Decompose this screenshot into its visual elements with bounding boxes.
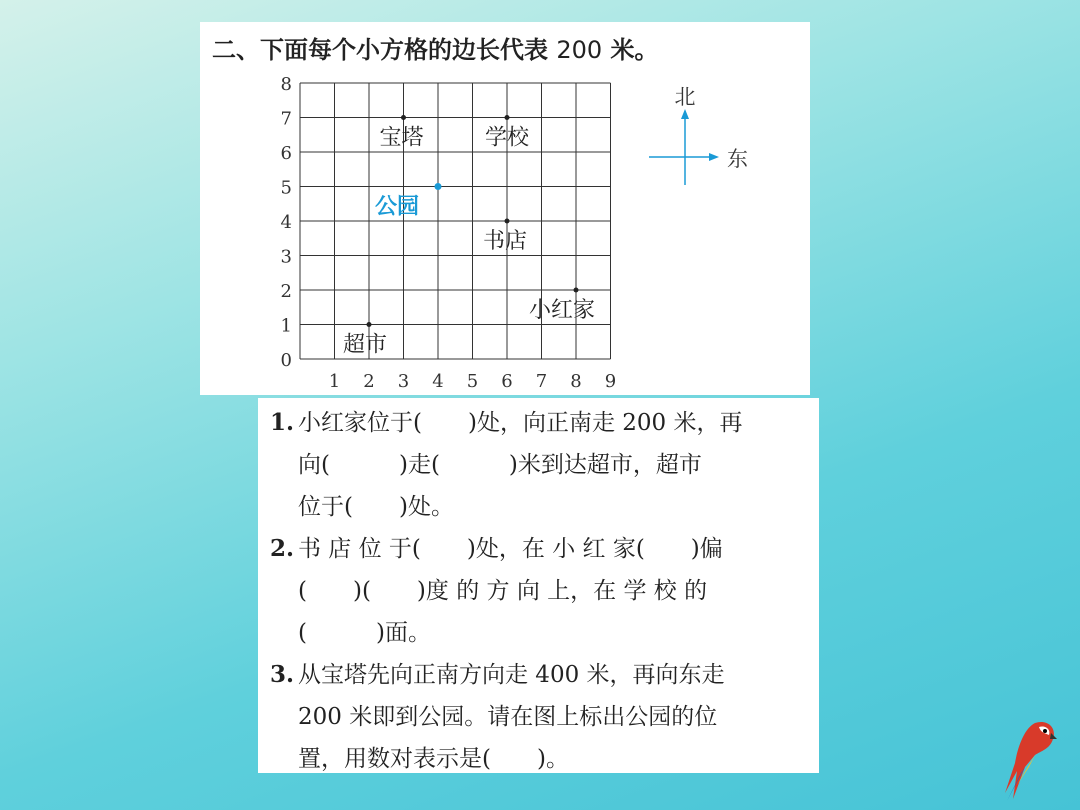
y-tick-label: 3 (280, 246, 292, 268)
parrot-icon (995, 715, 1065, 805)
x-tick-label: 1 (328, 371, 341, 392)
question-line: ( )面。 (298, 620, 431, 646)
east-arrow-icon (709, 153, 719, 161)
map-point (574, 288, 579, 293)
map-point-label: 公园 (375, 193, 420, 220)
question-line: ( )( )度 的 方 向 上，在 学 校 的 (298, 578, 708, 604)
y-tick-label: 8 (280, 74, 292, 95)
question-2 (270, 528, 807, 654)
x-tick-label: 3 (397, 371, 410, 392)
y-tick-label: 2 (280, 281, 292, 302)
question-number: 2. (270, 535, 295, 562)
map-panel (200, 22, 810, 395)
x-tick-label: 4 (432, 371, 444, 392)
section-heading: 二、下面每个小方格的边长代表 200 米。 (212, 36, 659, 64)
x-tick-label: 8 (570, 371, 582, 392)
question-number: 1. (270, 409, 295, 436)
question-line: 位于( )处。 (298, 494, 454, 520)
question-3 (270, 654, 807, 780)
y-tick-label: 1 (280, 315, 292, 337)
map-point (505, 115, 510, 120)
x-tick-label: 2 (363, 371, 375, 392)
map-point-label: 小红家 (529, 298, 596, 323)
map-point-label: 学校 (485, 125, 530, 151)
x-tick-label: 5 (466, 371, 479, 392)
question-line: 书 店 位 于( )处，在 小 红 家( )偏 (298, 536, 723, 562)
question-number: 3. (270, 661, 295, 688)
question-line: 200 米即到公园。请在图上标出公园的位 (298, 704, 718, 730)
map-point (435, 183, 442, 190)
map-point-label: 宝塔 (379, 125, 424, 151)
compass-north-label: 北 (674, 85, 696, 109)
question-1 (270, 402, 807, 528)
question-line: 向( )走( )米到达超市，超市 (298, 452, 702, 478)
y-tick-label: 7 (280, 108, 292, 130)
coordinate-grid (200, 22, 810, 395)
y-tick-label: 4 (280, 212, 292, 233)
x-tick-label: 6 (501, 371, 513, 392)
map-point-label: 超市 (343, 332, 388, 358)
map-point (367, 322, 372, 327)
y-tick-label: 6 (280, 143, 292, 164)
north-arrow-icon (681, 109, 689, 119)
question-line: 小红家位于( )处，向正南走 200 米，再 (298, 410, 743, 436)
question-line: 置，用数对表示是( )。 (298, 746, 569, 772)
x-tick-label: 7 (535, 371, 548, 392)
map-point (401, 115, 406, 120)
x-tick-label: 9 (604, 371, 617, 392)
map-point (505, 219, 510, 224)
question-line: 从宝塔先向正南方向走 400 米，再向东走 (298, 662, 725, 688)
compass-east-label: 东 (727, 147, 748, 171)
y-tick-label: 0 (280, 350, 292, 371)
y-tick-label: 5 (280, 177, 292, 199)
questions-panel (258, 398, 819, 773)
map-point-label: 书店 (483, 229, 528, 254)
